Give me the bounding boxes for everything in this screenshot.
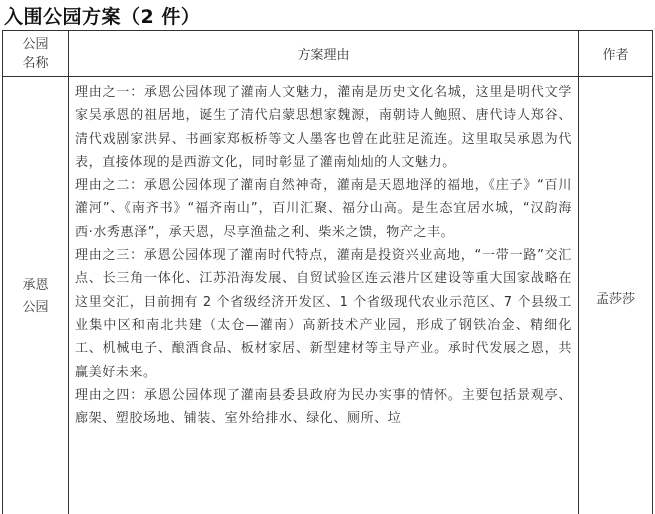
reason-cell <box>69 77 579 514</box>
reason-text-block <box>69 77 578 513</box>
table-row <box>3 77 653 514</box>
reason-paragraph-1: 理由之一：承恩公园体现了灌南人文魅力，灌南是历史文化名城，这里是明代文学家吴承恩的祖居地，诞生了清代启蒙思想家魏源，南朝诗人鲍照、唐代诗人郑谷、清代戏剧家洪昇、书画家郑板桥等文人墨客也曾在此驻足流连。这里取吴承恩为代表，直接体现的是西游文化，同时彰显了灌南灿灿的人文魅力。 <box>75 85 572 170</box>
header-park-name-line1: 公园 <box>22 36 49 52</box>
author-cell: 孟莎莎 <box>579 77 653 514</box>
header-park-name-line2: 名称 <box>22 55 49 71</box>
table-header-row <box>3 31 653 77</box>
page-title: 入围公园方案（2 件） <box>4 6 201 28</box>
reason-paragraph-4: 理由之四：承恩公园体现了灌南县委县政府为民办实事的情怀。主要包括景观亭、廊架、塑胶场地、铺装、室外给排水、绿化、厕所、垃 <box>75 387 572 427</box>
park-name-line1: 承恩 <box>22 278 49 293</box>
header-author: 作者 <box>579 31 653 77</box>
header-plan-reason: 方案理由 <box>69 31 579 77</box>
plan-table <box>2 30 653 514</box>
header-park-name <box>3 31 69 77</box>
reason-paragraph-2: 理由之二：承恩公园体现了灌南自然神奇，灌南是天恩地泽的福地，《庄子》“百川灌河”、《南齐书》“福齐南山”，百川汇聚、福分山高。是生态宜居水城，“汉韵海西·水秀惠泽”，承天恩，尽享渔盐之利、柴米之馈，物产之丰。 <box>75 178 572 240</box>
park-name-line2: 公园 <box>22 300 49 315</box>
park-name-cell <box>3 77 69 514</box>
reason-paragraph-3: 理由之三：承恩公园体现了灌南时代特点，灌南是投资兴业高地，“一带一路”交汇点、长三角一体化、江苏沿海发展、自贸试验区连云港片区建设等重大国家战略在这里交汇，目前拥有 2 个省级经济开发区、1 个省级现代农业示范区、7 个县级工业集中区和南北共建（太仓—灌南）高新技术产业园，形成了钢铁冶金、精细化工、机械电子、酿酒食品、板材家居、新型建材等主导产业。承时代发展之恩，共赢美好未来。 <box>75 248 572 380</box>
